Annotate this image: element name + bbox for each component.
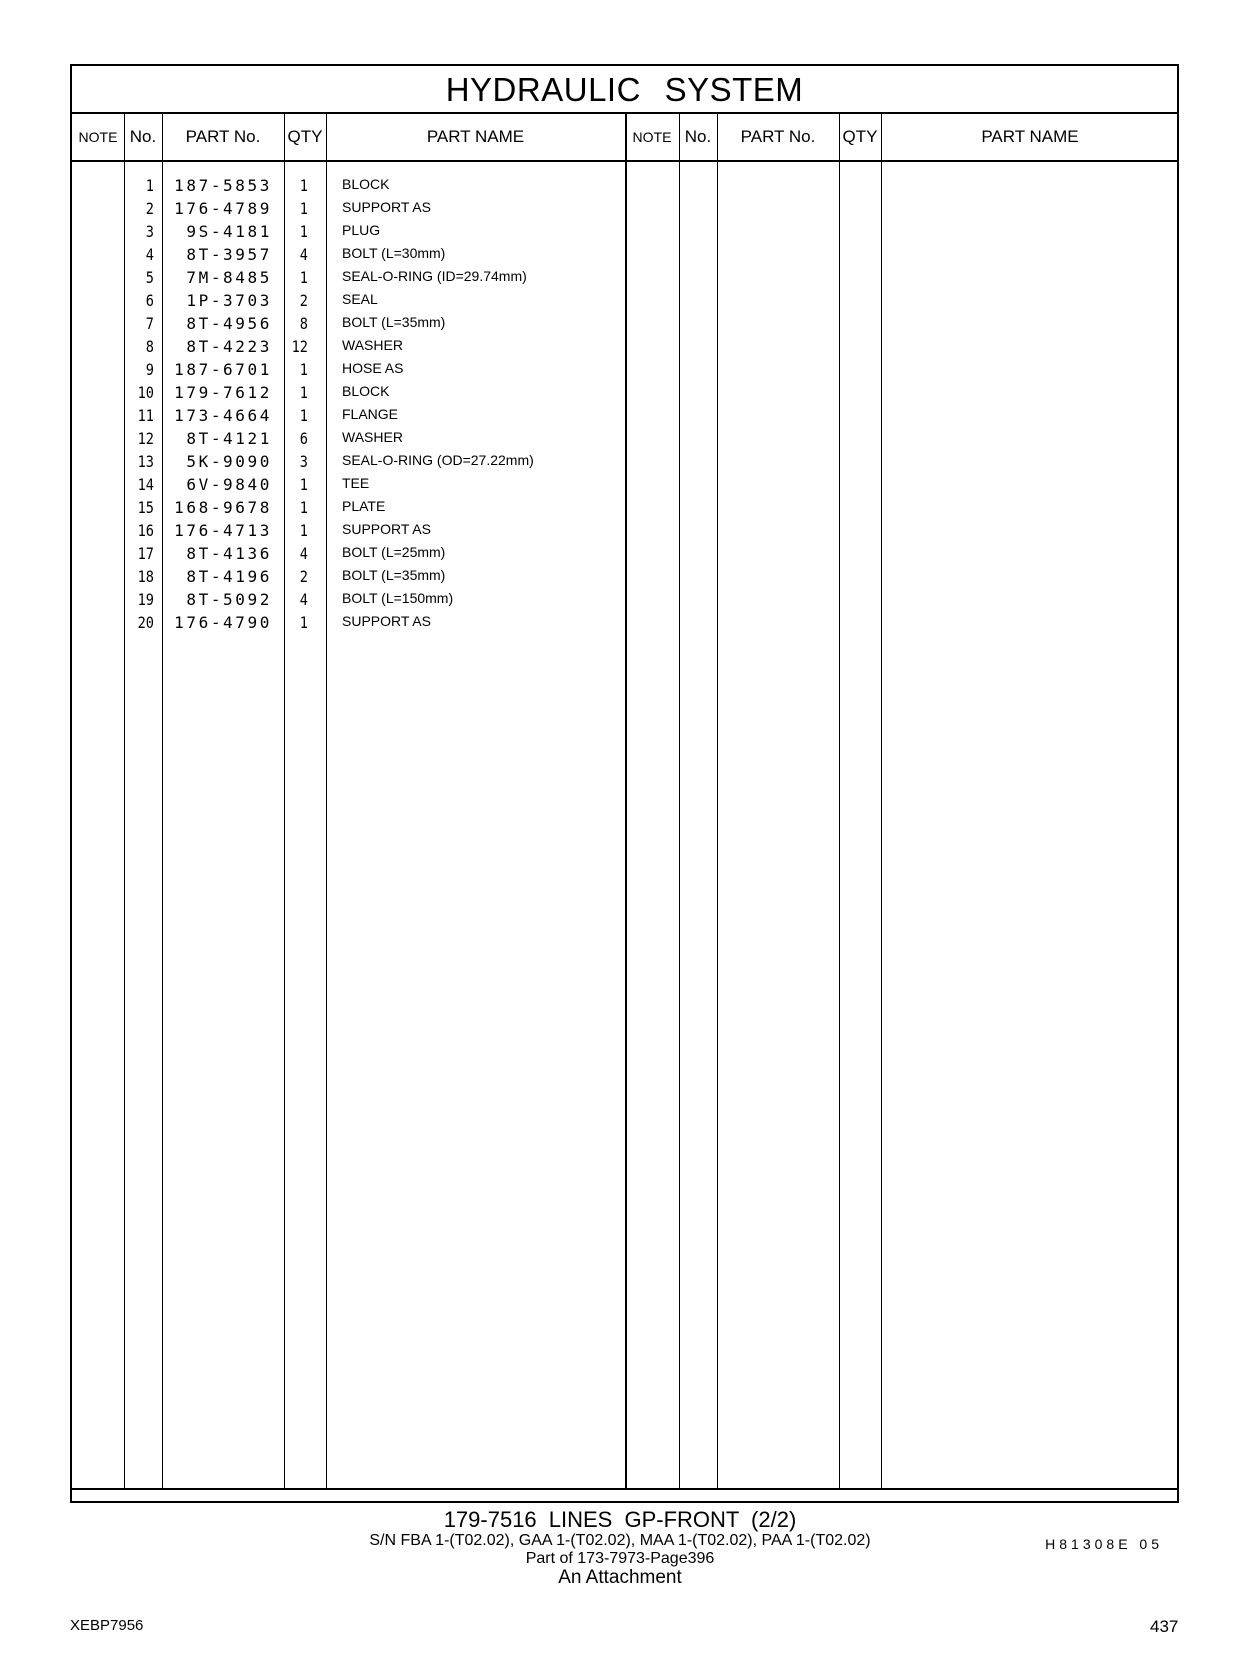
part-quantity: 12 <box>291 337 308 356</box>
part-name: FLANGE <box>342 406 399 422</box>
table-row <box>72 291 627 314</box>
part-name: BLOCK <box>342 383 390 399</box>
part-name: BLOCK <box>342 176 390 192</box>
header-no-right: No. <box>684 127 712 146</box>
part-number: 176-4713 <box>174 521 272 540</box>
part-name: WASHER <box>342 337 403 353</box>
table-row <box>72 475 627 498</box>
part-number: 187-5853 <box>174 176 272 195</box>
caption-part-of: Part of 173-7973-Page396 <box>525 1550 715 1567</box>
header-qty-right: QTY <box>842 127 878 146</box>
header-note-left: NOTE <box>78 129 118 145</box>
part-name: SEAL-O-RING (ID=29.74mm) <box>342 268 527 284</box>
table-row <box>72 452 627 475</box>
part-name: SUPPORT AS <box>342 199 431 215</box>
part-item-number: 20 <box>137 613 154 632</box>
part-name: SUPPORT AS <box>342 613 431 629</box>
table-row <box>72 268 627 291</box>
part-item-number: 3 <box>145 222 154 241</box>
part-name: SEAL <box>342 291 378 307</box>
part-item-number: 2 <box>145 199 154 218</box>
part-quantity: 4 <box>299 544 308 563</box>
part-item-number: 8 <box>145 337 154 356</box>
part-number: 176-4789 <box>174 199 272 218</box>
table-row <box>72 337 627 360</box>
column-divider <box>839 114 840 1488</box>
part-number: 9S-4181 <box>186 222 272 241</box>
part-item-number: 19 <box>137 590 154 609</box>
footer-divider <box>72 1488 1177 1490</box>
page-number: 437 <box>1150 1617 1179 1636</box>
part-number: 8T-4956 <box>186 314 272 333</box>
part-quantity: 1 <box>299 360 308 379</box>
page-title: HYDRAULIC SYSTEM <box>72 66 1177 114</box>
part-item-number: 10 <box>137 383 154 402</box>
part-name: SEAL-O-RING (OD=27.22mm) <box>342 452 534 468</box>
column-divider <box>881 114 882 1488</box>
part-number: 8T-4121 <box>186 429 272 448</box>
part-quantity: 2 <box>299 291 308 310</box>
part-name: PLUG <box>342 222 381 238</box>
table-row <box>72 544 627 567</box>
part-number: 6V-9840 <box>186 475 272 494</box>
table-row <box>72 222 627 245</box>
part-quantity: 1 <box>299 383 308 402</box>
table-row <box>72 245 627 268</box>
part-item-number: 5 <box>145 268 154 287</box>
part-quantity: 1 <box>299 521 308 540</box>
table-row <box>72 429 627 452</box>
table-row <box>72 613 627 636</box>
part-number: 8T-3957 <box>186 245 272 264</box>
figure-caption <box>0 1508 1240 1588</box>
table-row <box>72 567 627 590</box>
table-row <box>72 199 627 222</box>
part-number: 8T-4136 <box>186 544 272 563</box>
part-name: BOLT (L=25mm) <box>342 544 446 560</box>
part-number: 173-4664 <box>174 406 272 425</box>
part-item-number: 16 <box>137 521 154 540</box>
part-name: HOSE AS <box>342 360 404 376</box>
part-name: BOLT (L=35mm) <box>342 314 446 330</box>
table-row <box>72 590 627 613</box>
column-divider <box>717 114 718 1488</box>
part-number: 8T-4196 <box>186 567 272 586</box>
part-number: 179-7612 <box>174 383 272 402</box>
table-row <box>72 360 627 383</box>
part-name: SUPPORT AS <box>342 521 431 537</box>
caption-serial-numbers: S/N FBA 1-(T02.02), GAA 1-(T02.02), MAA 1-(T02.02), PAA 1-(T02.02) <box>369 1532 871 1549</box>
part-quantity: 1 <box>299 613 308 632</box>
part-quantity: 1 <box>299 498 308 517</box>
part-quantity: 1 <box>299 406 308 425</box>
document-id: XEBP7956 <box>70 1617 144 1634</box>
part-item-number: 9 <box>145 360 154 379</box>
part-quantity: 4 <box>299 245 308 264</box>
part-number: 168-9678 <box>174 498 272 517</box>
part-item-number: 12 <box>137 429 154 448</box>
part-number: 7M-8485 <box>186 268 272 287</box>
table-row <box>72 383 627 406</box>
table-row <box>72 406 627 429</box>
part-name: BOLT (L=150mm) <box>342 590 454 606</box>
part-quantity: 1 <box>299 222 308 241</box>
part-item-number: 11 <box>137 406 154 425</box>
part-name: PLATE <box>342 498 386 514</box>
part-number: 176-4790 <box>174 613 272 632</box>
part-quantity: 4 <box>299 590 308 609</box>
part-quantity: 8 <box>299 314 308 333</box>
part-name: WASHER <box>342 429 403 445</box>
part-item-number: 6 <box>145 291 154 310</box>
part-number: 8T-5092 <box>186 590 272 609</box>
header-part-name-right: PART NAME <box>981 127 1079 146</box>
part-number: 1P-3703 <box>186 291 272 310</box>
part-number: 8T-4223 <box>186 337 272 356</box>
table-row <box>72 498 627 521</box>
table-row <box>72 314 627 337</box>
part-quantity: 6 <box>299 429 308 448</box>
part-item-number: 7 <box>145 314 154 333</box>
header-no-left: No. <box>129 127 157 146</box>
header-note-right: NOTE <box>632 129 672 145</box>
caption-title: 179-7516 LINES GP-FRONT (2/2) <box>443 1507 797 1532</box>
part-number: 5K-9090 <box>186 452 272 471</box>
part-name: BOLT (L=30mm) <box>342 245 446 261</box>
part-item-number: 13 <box>137 452 154 471</box>
part-quantity: 1 <box>299 268 308 287</box>
table-row <box>72 176 627 199</box>
part-item-number: 15 <box>137 498 154 517</box>
column-divider <box>679 114 680 1488</box>
table-row <box>72 521 627 544</box>
part-name: TEE <box>342 475 370 491</box>
part-item-number: 17 <box>137 544 154 563</box>
part-number: 187-6701 <box>174 360 272 379</box>
header-part-name-left: PART NAME <box>426 127 525 146</box>
part-quantity: 2 <box>299 567 308 586</box>
header-qty-left: QTY <box>287 127 323 146</box>
part-item-number: 14 <box>137 475 154 494</box>
part-name: BOLT (L=35mm) <box>342 567 446 583</box>
header-part-no-right: PART No. <box>740 127 816 146</box>
caption-attachment: An Attachment <box>558 1567 682 1588</box>
drawing-reference: H81308E 05 <box>1045 1536 1163 1552</box>
part-quantity: 1 <box>299 199 308 218</box>
part-quantity: 3 <box>299 452 308 471</box>
part-item-number: 18 <box>137 567 154 586</box>
header-part-no-left: PART No. <box>185 127 261 146</box>
part-item-number: 4 <box>145 245 154 264</box>
part-item-number: 1 <box>145 176 154 195</box>
part-quantity: 1 <box>299 176 308 195</box>
part-quantity: 1 <box>299 475 308 494</box>
